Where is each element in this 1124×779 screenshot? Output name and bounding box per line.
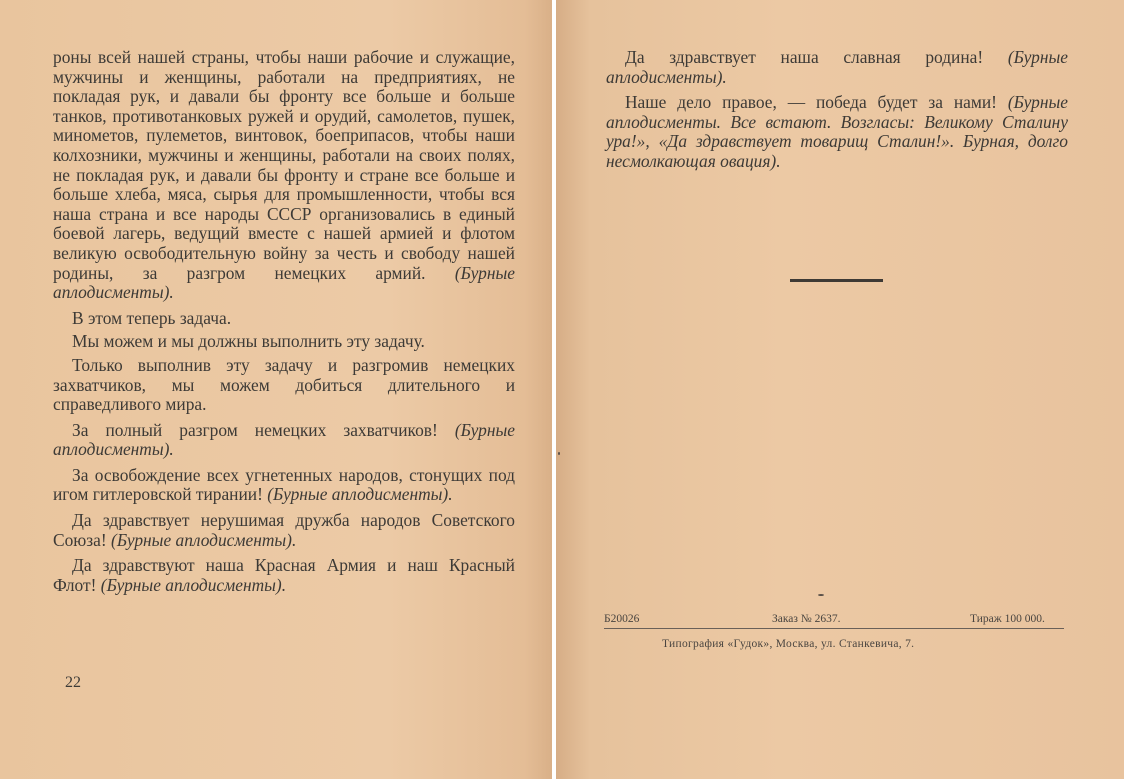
imprint-print-run: Тираж 100 000. xyxy=(970,613,1045,625)
imprint-code: Б20026 xyxy=(604,613,640,625)
right-page-text xyxy=(606,48,1068,178)
left-page-text xyxy=(53,48,515,601)
imprint-divider xyxy=(604,628,1064,629)
paragraph: Наше дело правое, — победа будет за нами! (Бурные аплодисменты. Все встают. Возгласы: Великому Сталину ура!», «Да здравствует товарищ Сталин!». Бурная, долго несмолкающая овация). xyxy=(606,92,1068,171)
ink-speck xyxy=(818,594,824,596)
paragraph: За освобождение всех угнетенных народов, стонущих под игом гитлеровской тирании! (Бурные аплодисменты). xyxy=(53,464,515,505)
page-number: 22 xyxy=(65,674,81,691)
ink-speck xyxy=(558,452,560,455)
paragraph: За полный разгром немецких захватчиков! (Бурные аплодисменты). xyxy=(53,419,515,460)
end-rule xyxy=(790,279,883,282)
paragraph: Да здравствует нерушимая дружба народов Советского Союза! (Бурные аплодисменты). xyxy=(53,510,515,550)
paragraph: Только выполнив эту задачу и разгромив немецких захватчиков, мы можем добиться длительного и справедливого мира. xyxy=(53,354,515,415)
imprint-printer: Типография «Гудок», Москва, ул. Станкевича, 7. xyxy=(662,638,915,650)
paragraph: Да здравствует наша славная родина! (Бурные аплодисменты). xyxy=(606,47,1068,87)
paragraph: Мы можем и мы должны выполнить эту задачу. xyxy=(72,331,425,352)
paragraph: Да здравствуют наша Красная Армия и наш Красный Флот! (Бурные аплодисменты). xyxy=(53,555,515,595)
paragraph: роны всей нашей страны, чтобы наши рабочие и служащие, мужчины и женщины, работали на предприятиях, не покладая рук, и давали бы фронту все больше и больше танков, противотанковых ружей и орудий, самолетов, пушек, минометов, пулеметов, винтовок, боеприпасов, чтобы наши колхозники, мужчины и женщины, работали на своих полях, не покладая рук, и давали бы фронту и стране все больше и больше хлеба, мяса, сырья для промышленности, чтобы вся наша страна и все народы СССР организовались в единый боевой лагерь, ведущий вместе с нашей армией и флотом великую освободительную войну за честь и свободу нашей родины, за разгром немецких армий. (Бурные аплодисменты). xyxy=(53,47,515,303)
paragraph: В этом теперь задача. xyxy=(72,307,232,328)
imprint-order: Заказ № 2637. xyxy=(772,613,841,625)
